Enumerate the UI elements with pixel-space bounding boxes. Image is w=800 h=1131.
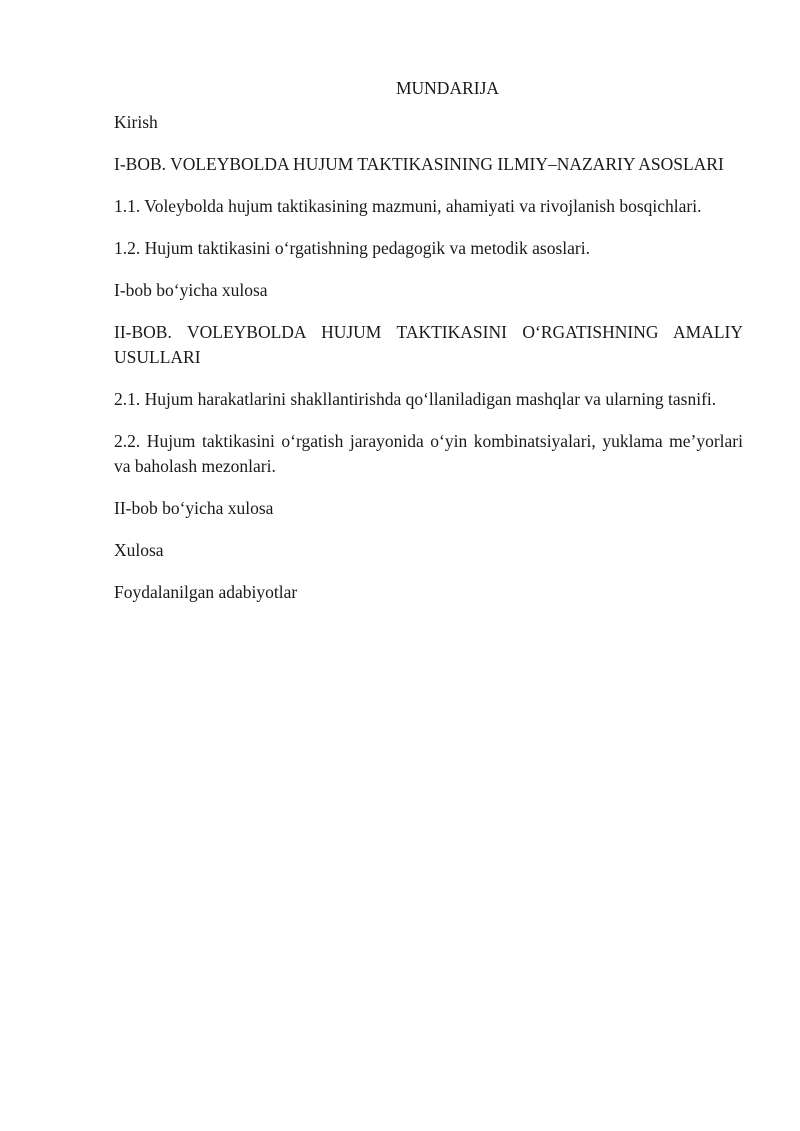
toc-entry-chapter-1-conclusion: I-bob bo‘yicha xulosa xyxy=(114,280,268,300)
toc-entry-chapter-2: II-BOB. VOLEYBOLDA HUJUM TAKTIKASINI O‘RGATISHNING AMALIY USULLARI xyxy=(114,322,743,367)
toc-entry-section-1-2: 1.2. Hujum taktikasini o‘rgatishning pedagogik va metodik asoslari. xyxy=(114,238,590,258)
toc-entry-introduction: Kirish xyxy=(114,112,158,132)
page-title: MUNDARIJA xyxy=(395,78,500,98)
toc-entry-conclusion: Xulosa xyxy=(114,540,164,560)
toc-entry-chapter-1: I-BOB. VOLEYBOLDA HUJUM TAKTIKASINING ILMIY–NAZARIY ASOSLARI xyxy=(114,154,724,174)
toc-entry-section-1-1: 1.1. Voleybolda hujum taktikasining mazmuni, ahamiyati va rivojlanish bosqichlari. xyxy=(114,196,702,216)
toc-entry-section-2-1: 2.1. Hujum harakatlarini shakllantirishda qo‘llaniladigan mashqlar va ularning tasnifi. xyxy=(114,389,717,409)
toc-entry-chapter-2-conclusion: II-bob bo‘yicha xulosa xyxy=(114,498,274,518)
table-of-contents xyxy=(114,76,743,622)
toc-entry-references: Foydalanilgan adabiyotlar xyxy=(114,582,298,602)
toc-entry-section-2-2: 2.2. Hujum taktikasini o‘rgatish jarayonida o‘yin kombinatsiyalari, yuklama me’yorlari va baholash mezonlari. xyxy=(114,431,743,476)
